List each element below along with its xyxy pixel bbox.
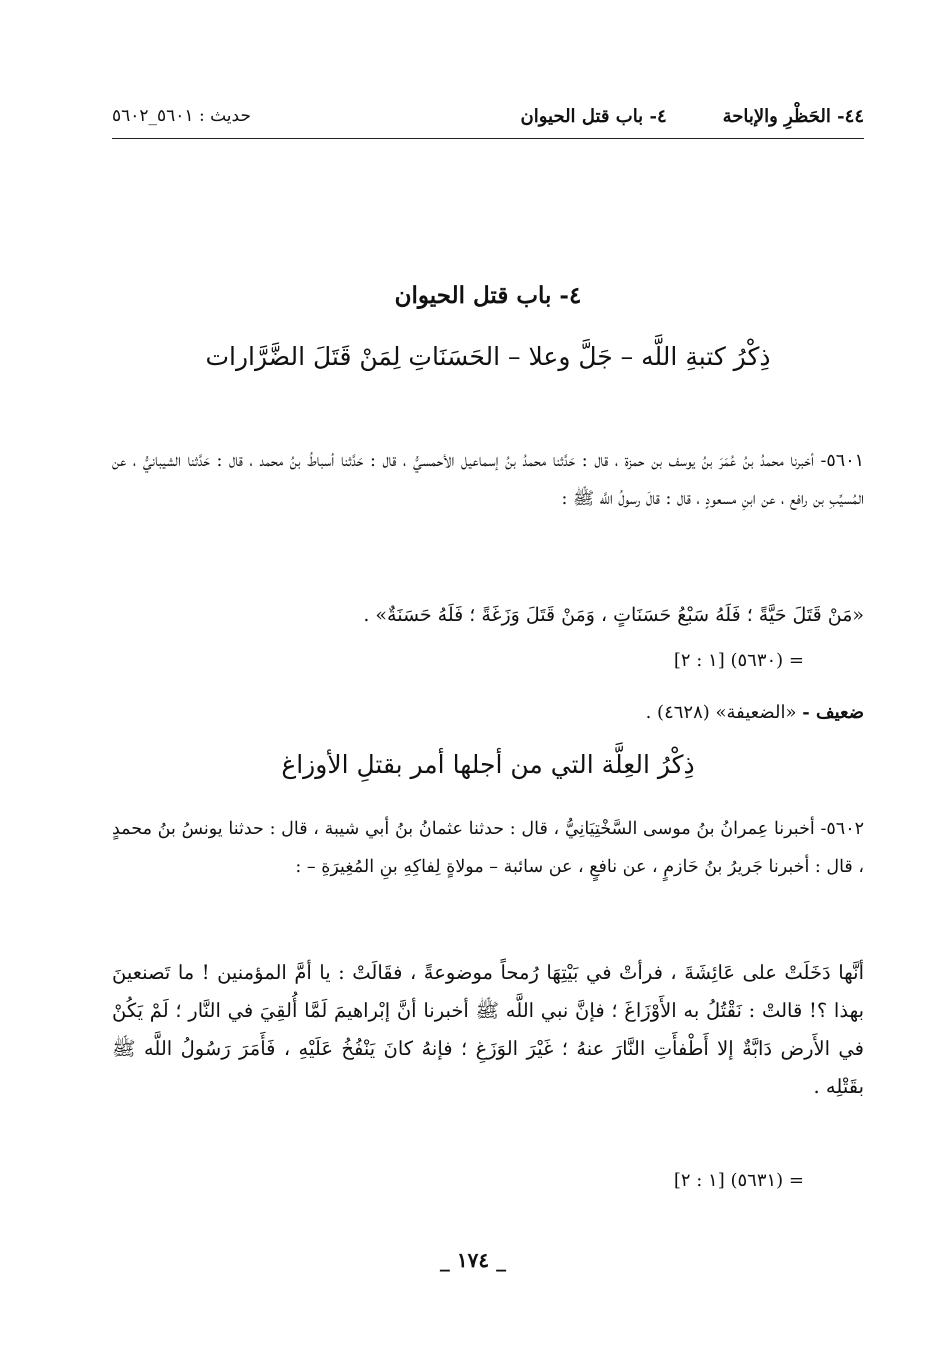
hadith-5601-isnad: ٥٦٠١- أخبرنا محمدُ بنُ عُمَرَ بنُ يوسف بن حمزة ، قال : حَدَّثنا محمدُ بنُ إسماعيل الأحمسيُّ ، قال : حَدَّثنا أسباطُ بنُ محمد ، قال : حَدَّثنا الشيبانيُّ ، عن المُسيِّبِ بن رافع ، عن ابنِ مسعودٍ ، قال : قالَ رسولُ اللَّه ﷺ : (112, 451, 864, 509)
hadith-5601-reference: = (٥٦٣٠) [١ : ٢] (673, 650, 804, 671)
hadith-5602-isnad: ٥٦٠٢- أخبرنا عِمرانُ بنُ موسى السَّخْتِيَانِيُّ ، قال : حدثنا عثمانُ بنُ أبي شيبة ، قال : حدثنا يونسُ بنُ محمدٍ ، قال : أخبرنا جَريرُ بنُ حَازمٍ ، عن نافعٍ ، عن سائبة – مولاةٍ لِفاكِهِ بنِ المُغِيرَةِ – : (112, 819, 864, 877)
hadith-5602-matn: أنَّها دَخَلَتْ على عَائِشَةَ ، فرأتْ في بَيْتِهَا رُمحاً موضوعةً ، فقَالَتْ : يا أمَّ المؤمنين ! ما تَصنعينَ بهذا ؟! قالتْ : نَقْتُلُ به الأَوْزَاغَ ؛ فإنَّ نبي اللَّه ﷺ أخبرنا أنَّ إبْراهيمَ لَمَّا أُلقِيَ في النَّار ؛ لَمْ يَكُنْ في الأَرض دَابَّةٌ إلا أَطْفأَتِ النَّارَ عنهُ ؛ غَيْرَ الوَزَغِ ؛ فإنهُ كانَ يَنْفُخُ عَلَيْهِ ، فَأَمَرَ رَسُولُ اللَّه ﷺ بقَتْلِه . (112, 961, 864, 1098)
hadith-5601-grade (646, 702, 864, 723)
running-header (112, 98, 864, 134)
grade-label: ضعيف - (802, 702, 864, 723)
header-chapter-title: ٤- باب قتل الحيوان (520, 105, 667, 127)
page-number: _ ١٧٤ _ (439, 1248, 507, 1272)
section-title-1: ذِكْرُ كتبةِ اللَّه – جَلَّ وعلا – الحَسَنَاتِ لِمَنْ قَتَلَ الضَّرَّارات (205, 342, 771, 371)
chapter-title: ٤- باب قتل الحيوان (394, 282, 582, 309)
header-book-title: ٤٤- الحَظْرِ والإباحة (722, 105, 864, 127)
hadith-5601-matn: «مَنْ قَتَلَ حَيَّةً ؛ فَلَهُ سَبْعُ حَسَنَاتٍ ، وَمَنْ قَتَلَ وَزَغَةً ؛ فَلَهُ حَسَنَةٌ» . (363, 604, 864, 626)
header-right-group (521, 106, 865, 127)
hadith-5602-reference: = (٥٦٣١) [١ : ٢] (673, 1170, 804, 1191)
section-title-2: ذِكْرُ العِلَّة التي من أجلها أمر بقتلِ الأوزاغ (281, 750, 695, 779)
header-hadith-range: حديث : ٥٦٠١_٥٦٠٢ (112, 106, 251, 126)
header-divider (112, 138, 864, 139)
grade-source: «الضعيفة» (٤٦٢٨) . (645, 702, 797, 723)
